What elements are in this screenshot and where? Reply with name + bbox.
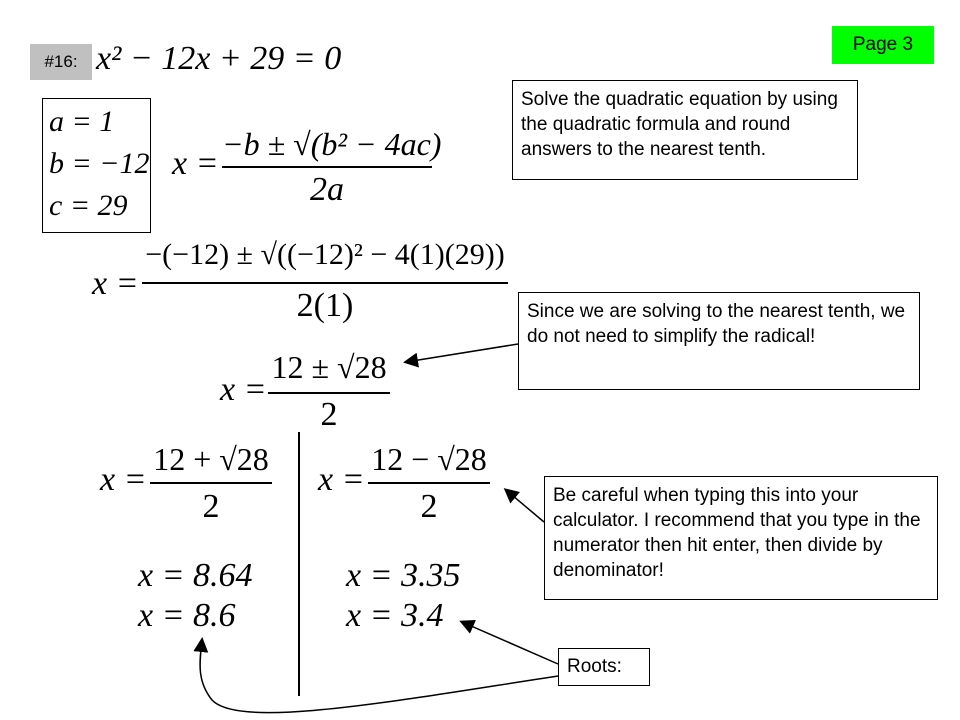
minus-denominator: 2 <box>420 488 438 525</box>
minus-numerator: 12 − √28 <box>371 441 487 477</box>
minus-rounded-root: x = 3.4 <box>346 597 444 634</box>
roots-arrow-minus <box>462 622 558 664</box>
substitution-numerator: −(−12) ± √((−12)² − 4(1)(29)) <box>145 238 505 271</box>
roots-arrow-plus <box>200 640 558 713</box>
page-label: Page 3 <box>832 26 934 64</box>
instructions-note: Solve the quadratic equation by using the quadratic formula and round answers to the nearest tenth. <box>512 80 858 180</box>
column-divider <box>298 432 300 696</box>
plus-lhs: x = <box>100 461 147 498</box>
roots-label: Roots: <box>558 648 650 686</box>
minus-lhs: x = <box>318 461 365 498</box>
substitution-denominator: 2(1) <box>296 287 354 324</box>
calculator-arrow <box>506 490 544 522</box>
plus-fraction-bar <box>150 482 272 484</box>
problem-equation: x² − 12x + 29 = 0 <box>96 40 342 77</box>
substitution-lhs: x = <box>92 265 139 302</box>
plus-denominator: 2 <box>202 488 220 525</box>
coefficient-c: c = 29 <box>49 189 128 222</box>
simplified-numerator: 12 ± √28 <box>271 349 387 385</box>
minus-exact-result: x = 3.35 <box>346 557 461 594</box>
substitution-fraction-bar <box>142 282 508 284</box>
minus-fraction-bar <box>368 482 490 484</box>
problem-number: #16: <box>30 44 92 80</box>
radical-note: Since we are solving to the nearest tenth, we do not need to simplify the radical! <box>518 292 920 390</box>
plus-exact-result: x = 8.64 <box>138 557 253 594</box>
formula-fraction-bar <box>222 166 432 168</box>
plus-rounded-root: x = 8.6 <box>138 597 236 634</box>
formula-numerator: −b ± √(b² − 4ac) <box>222 126 442 162</box>
formula-denominator: 2a <box>310 171 344 208</box>
simplified-denominator: 2 <box>320 396 338 433</box>
coefficients-box <box>42 98 151 233</box>
formula-lhs: x = <box>172 145 219 182</box>
plus-numerator: 12 + √28 <box>153 441 269 477</box>
coefficient-a: a = 1 <box>49 105 115 138</box>
calculator-note: Be careful when typing this into your calculator. I recommend that you type in the numerator then hit enter, then divide by denominator! <box>544 476 938 600</box>
radical-arrow <box>406 344 518 362</box>
coefficient-b: b = −12 <box>49 147 150 180</box>
simplified-lhs: x = <box>220 371 267 408</box>
